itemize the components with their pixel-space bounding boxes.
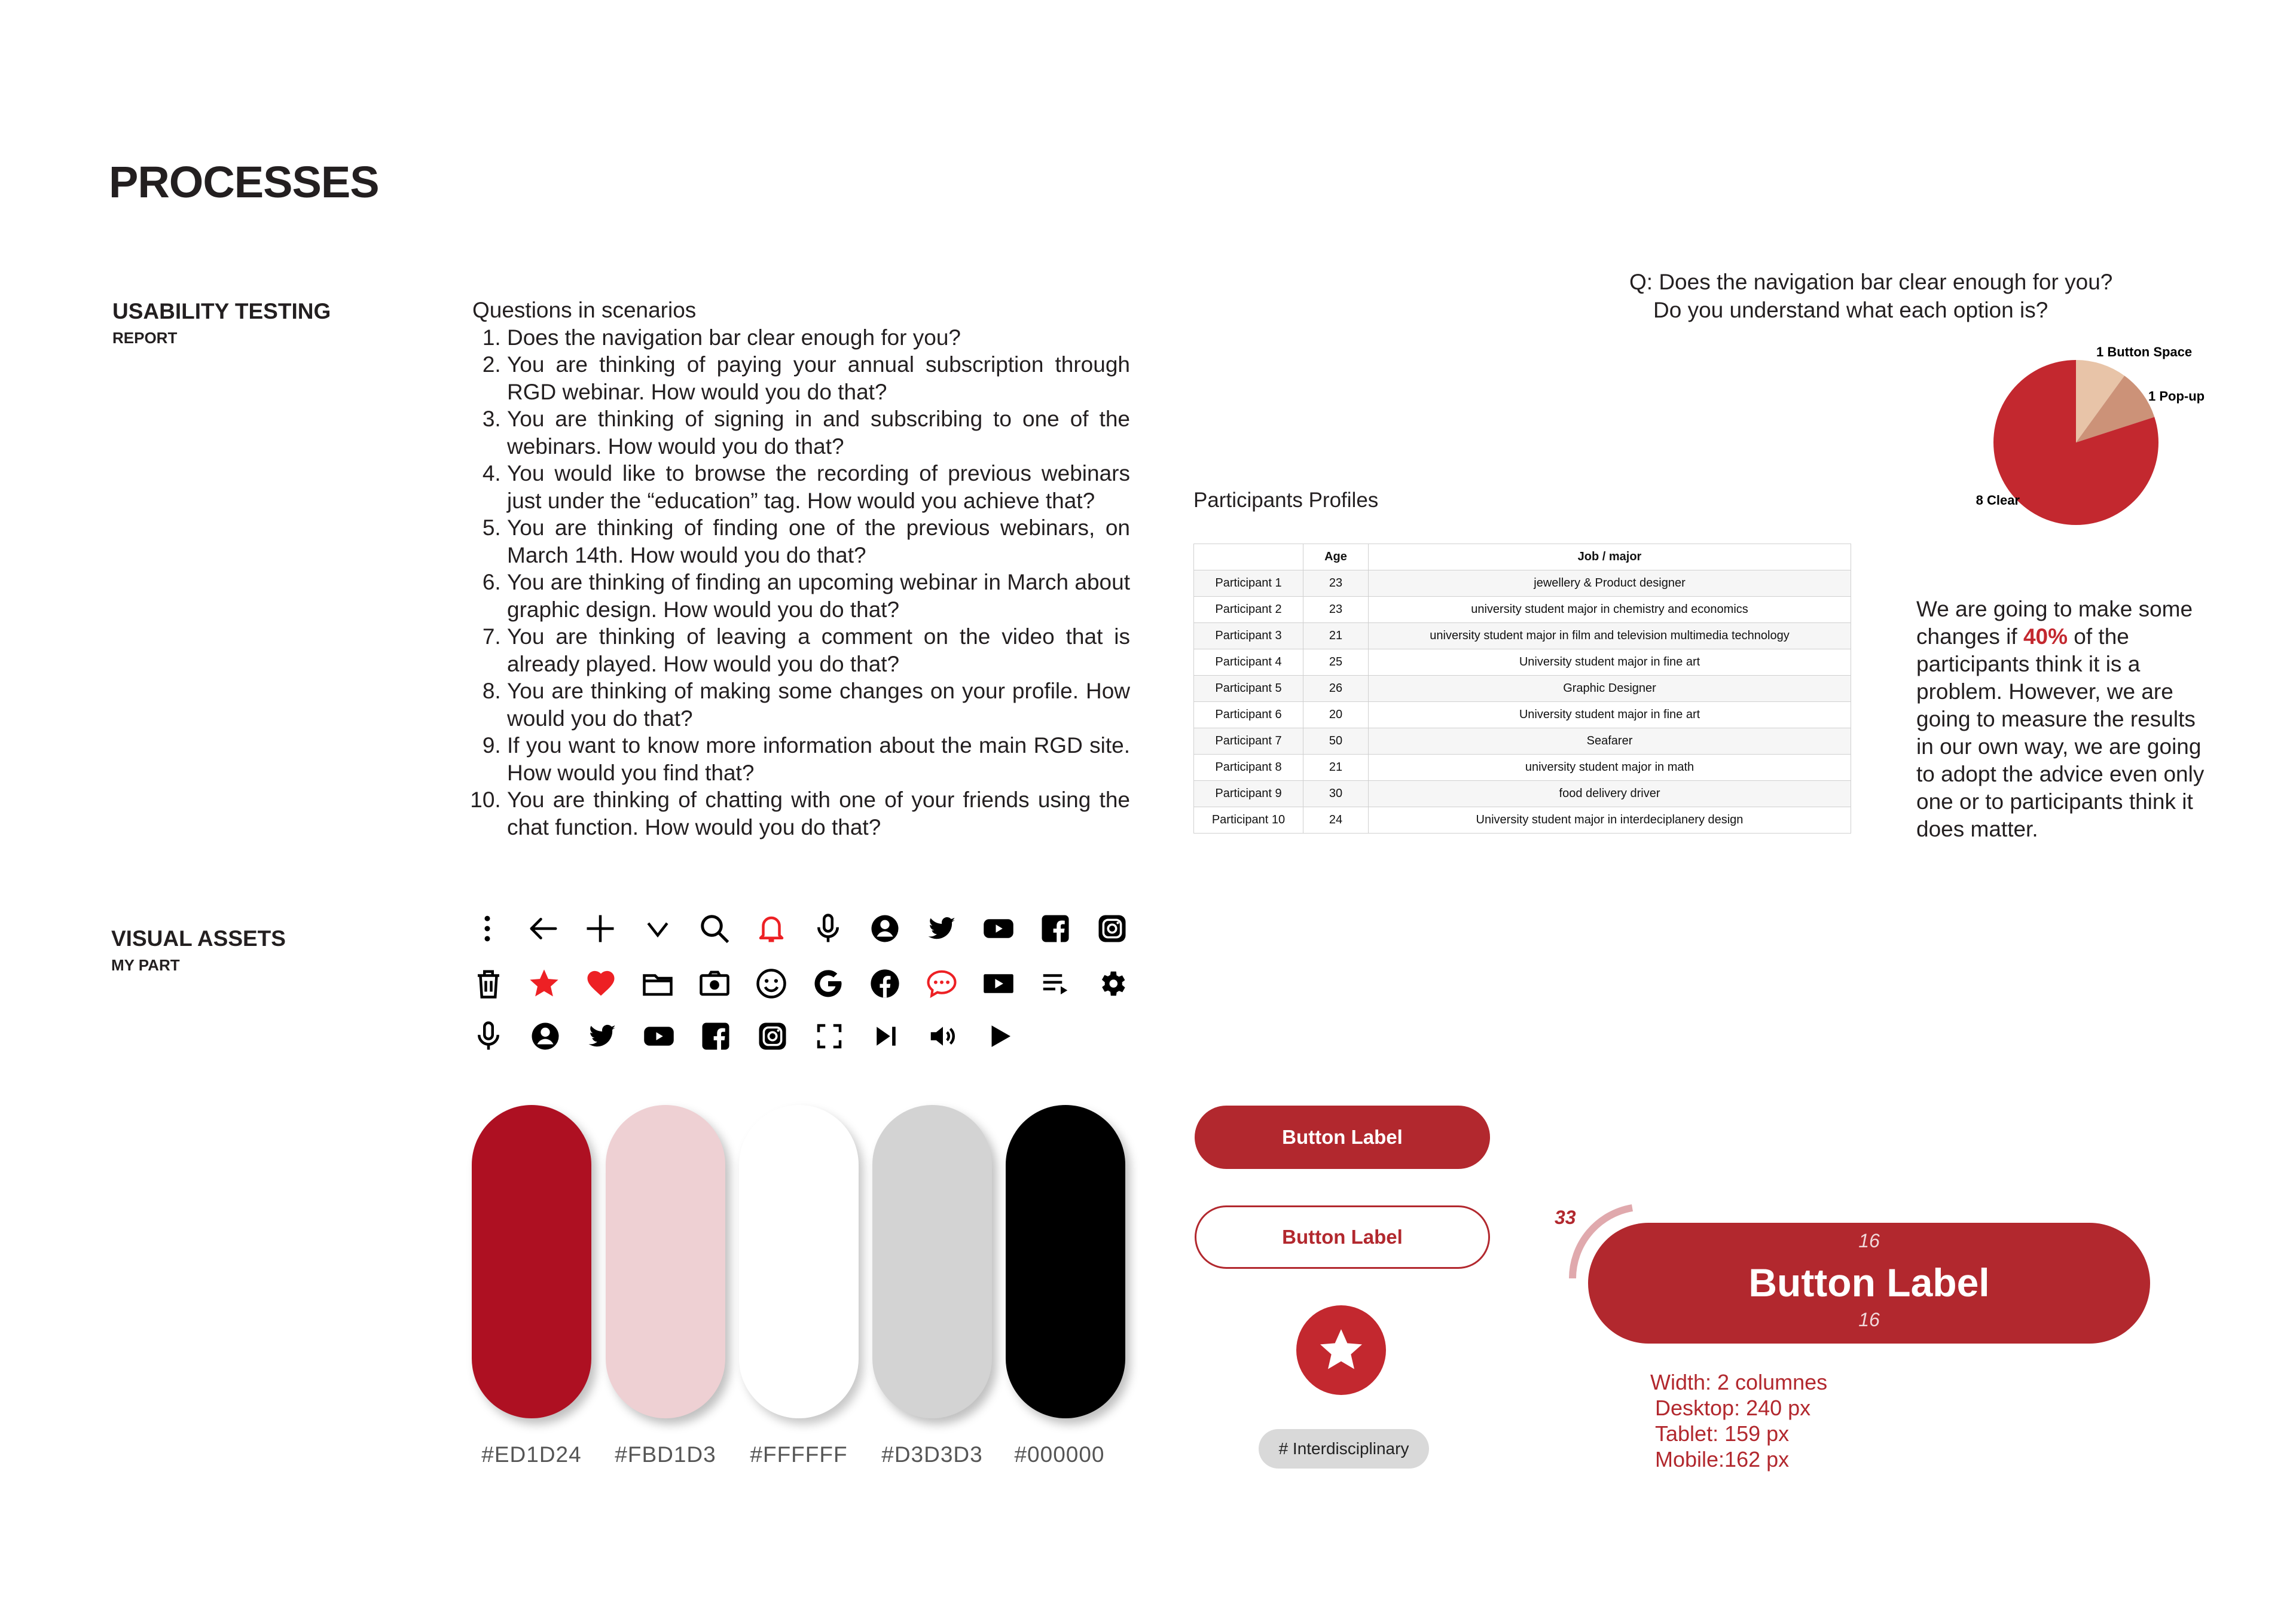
profiles-title: Participants Profiles xyxy=(1193,489,1379,512)
top-padding-value: 16 xyxy=(1858,1230,1880,1251)
table-cell: Participant 3 xyxy=(1194,623,1303,649)
button-spec-label: Button Label xyxy=(1748,1260,1990,1305)
gear-icon xyxy=(1094,966,1130,1002)
note-text-end: of the participants think it is a problem. However, we are going to measure the results in our own way, we are going to adopt the advice even only one or to participants think it does matter. xyxy=(1916,624,2205,841)
note-text-start: We are going to make some changes if xyxy=(1916,597,2193,649)
table-cell: 23 xyxy=(1303,570,1369,597)
question-item: 4. You would like to browse the recording of previous webinars just under the “education” tag. How would you achieve that? xyxy=(507,460,1130,514)
playlist-icon xyxy=(1037,966,1073,1002)
star-icon xyxy=(1317,1326,1365,1374)
palette-label: #FFFFFF xyxy=(750,1442,848,1467)
facebook-circle-icon xyxy=(867,966,903,1002)
palette-swatch-pink xyxy=(606,1105,725,1418)
palette-swatch-gray xyxy=(872,1105,992,1418)
button-width-spec xyxy=(1650,1369,1828,1472)
twitter-icon xyxy=(924,911,960,947)
table-header: Job / major xyxy=(1369,544,1851,570)
palette-label: #FBD1D3 xyxy=(615,1442,716,1467)
primary-button[interactable]: Button Label xyxy=(1195,1106,1490,1169)
survey-question-line2: Do you understand what each option is? xyxy=(1653,298,2048,322)
pie-label-clear: 8 Clear xyxy=(1976,493,2020,508)
usability-heading xyxy=(112,299,331,347)
chat-icon xyxy=(924,966,960,1002)
table-cell: 50 xyxy=(1303,728,1369,755)
bell-icon xyxy=(753,911,789,947)
favorite-fab-button[interactable] xyxy=(1296,1305,1386,1395)
twitter-icon xyxy=(584,1018,620,1054)
camera-icon xyxy=(697,966,732,1002)
question-item: 1. Does the navigation bar clear enough for you? xyxy=(507,324,1130,352)
table-cell: university student major in film and television multimedia technology xyxy=(1369,623,1851,649)
trash-icon xyxy=(471,966,506,1002)
spec-mobile: Mobile:162 px xyxy=(1655,1447,1790,1472)
usability-subtitle: REPORT xyxy=(112,329,178,347)
table-row xyxy=(1194,781,1851,807)
play-icon xyxy=(982,1018,1018,1054)
question-item: 6. You are thinking of finding an upcoming webinar in March about graphic design. How would you do that? xyxy=(507,569,1130,623)
account-icon xyxy=(867,911,903,947)
table-row xyxy=(1194,649,1851,676)
star-icon xyxy=(526,966,562,1002)
facebook-icon xyxy=(1037,911,1073,947)
table-cell: Participant 8 xyxy=(1194,755,1303,781)
table-cell: jewellery & Product designer xyxy=(1369,570,1851,597)
heart-icon xyxy=(583,966,619,1002)
skip-next-icon xyxy=(868,1018,904,1054)
table-cell: Participant 10 xyxy=(1194,807,1303,834)
fullscreen-icon xyxy=(811,1018,847,1054)
youtube-icon xyxy=(981,911,1016,947)
folder-icon xyxy=(640,966,676,1002)
note-highlight: 40% xyxy=(2023,624,2068,649)
table-cell: Participant 5 xyxy=(1194,676,1303,702)
table-cell: 26 xyxy=(1303,676,1369,702)
usability-title: USABILITY TESTING xyxy=(112,299,331,323)
table-row xyxy=(1194,676,1851,702)
table-cell: Participant 4 xyxy=(1194,649,1303,676)
secondary-button[interactable]: Button Label xyxy=(1195,1205,1490,1269)
page-title: PROCESSES xyxy=(109,157,379,207)
questions-block xyxy=(472,297,1130,841)
question-item: 2. You are thinking of paying your annual subscription through RGD webinar. How would you do that? xyxy=(507,351,1130,405)
table-cell: food delivery driver xyxy=(1369,781,1851,807)
table-cell: 21 xyxy=(1303,623,1369,649)
account-icon xyxy=(527,1018,563,1054)
instagram-icon xyxy=(755,1018,790,1054)
question-item: 8. You are thinking of making some changes on your profile. How would you do that? xyxy=(507,677,1130,732)
table-cell: Graphic Designer xyxy=(1369,676,1851,702)
visual-assets-title: VISUAL ASSETS xyxy=(111,926,286,951)
table-cell: University student major in fine art xyxy=(1369,702,1851,728)
table-cell: Seafarer xyxy=(1369,728,1851,755)
table-cell: Participant 6 xyxy=(1194,702,1303,728)
microphone-icon xyxy=(471,1018,506,1054)
table-cell: Participant 9 xyxy=(1194,781,1303,807)
spec-desktop: Desktop: 240 px xyxy=(1655,1396,1811,1420)
table-row xyxy=(1194,807,1851,834)
question-item: 9. If you want to know more information about the main RGD site. How would you find that? xyxy=(507,732,1130,786)
plus-icon xyxy=(582,911,618,947)
questions-heading: Questions in scenarios xyxy=(472,298,697,322)
table-header-row xyxy=(1194,544,1851,570)
table-cell: University student major in interdeciplanery design xyxy=(1369,807,1851,834)
interdisciplinary-tag[interactable]: # Interdisciplinary xyxy=(1259,1429,1429,1469)
palette-label: #ED1D24 xyxy=(481,1442,582,1467)
palette-label: #000000 xyxy=(1014,1442,1105,1467)
volume-icon xyxy=(925,1018,961,1054)
participants-table xyxy=(1193,544,1851,834)
more-vertical-icon xyxy=(469,911,505,947)
table-cell: 25 xyxy=(1303,649,1369,676)
youtube-icon xyxy=(641,1018,677,1054)
spec-width: Width: 2 columnes xyxy=(1650,1370,1828,1394)
table-row xyxy=(1194,623,1851,649)
table-cell: Participant 1 xyxy=(1194,570,1303,597)
survey-question-line1: Q: Does the navigation bar clear enough for you? xyxy=(1629,270,2113,294)
question-item: 10. You are thinking of chatting with one of your friends using the chat function. How would you do that? xyxy=(507,786,1130,841)
pie-label-button-space: 1 Button Space xyxy=(2096,344,2193,359)
table-cell: university student major in chemistry and economics xyxy=(1369,597,1851,623)
table-row xyxy=(1194,570,1851,597)
table-cell: Participant 7 xyxy=(1194,728,1303,755)
palette-swatch-black xyxy=(1006,1105,1125,1418)
table-row xyxy=(1194,597,1851,623)
table-cell: 21 xyxy=(1303,755,1369,781)
button-spec-sample[interactable] xyxy=(1588,1223,2150,1344)
google-icon xyxy=(810,966,846,1002)
table-cell: University student major in fine art xyxy=(1369,649,1851,676)
palette-swatch-red xyxy=(472,1105,591,1418)
facebook-icon xyxy=(698,1018,734,1054)
table-cell: university student major in math xyxy=(1369,755,1851,781)
table-row xyxy=(1194,755,1851,781)
radius-value: 33 xyxy=(1555,1207,1576,1228)
pie-chart xyxy=(1937,335,2272,538)
visual-assets-subtitle: MY PART xyxy=(111,956,180,974)
question-item: 3. You are thinking of signing in and subscribing to one of the webinars. How would you do that? xyxy=(507,405,1130,460)
video-play-icon xyxy=(981,966,1016,1002)
question-item: 7. You are thinking of leaving a comment on the video that is already played. How would you do that? xyxy=(507,623,1130,677)
table-header: Age xyxy=(1303,544,1369,570)
smiley-icon xyxy=(753,966,789,1002)
visual-assets-heading xyxy=(111,926,286,975)
table-cell: 20 xyxy=(1303,702,1369,728)
table-header xyxy=(1194,544,1303,570)
question-item: 5. You are thinking of finding one of the previous webinars, on March 14th. How would you do that? xyxy=(507,514,1130,569)
survey-question xyxy=(1629,268,2112,324)
table-cell: 23 xyxy=(1303,597,1369,623)
questions-list xyxy=(472,324,1130,841)
spec-tablet: Tablet: 159 px xyxy=(1655,1421,1790,1446)
table-cell: 30 xyxy=(1303,781,1369,807)
chevron-down-icon xyxy=(640,911,676,947)
table-cell: Participant 2 xyxy=(1194,597,1303,623)
table-row xyxy=(1194,702,1851,728)
table-row xyxy=(1194,728,1851,755)
table-cell: 24 xyxy=(1303,807,1369,834)
microphone-icon xyxy=(810,911,846,947)
pie-label-popup: 1 Pop-up xyxy=(2148,389,2205,404)
bottom-padding-value: 16 xyxy=(1858,1309,1880,1330)
arrow-left-icon xyxy=(526,911,561,947)
decision-note xyxy=(1916,596,2215,843)
search-icon xyxy=(697,911,732,947)
instagram-icon xyxy=(1094,911,1130,947)
palette-label: #D3D3D3 xyxy=(881,1442,983,1467)
palette-swatch-white xyxy=(739,1105,859,1418)
